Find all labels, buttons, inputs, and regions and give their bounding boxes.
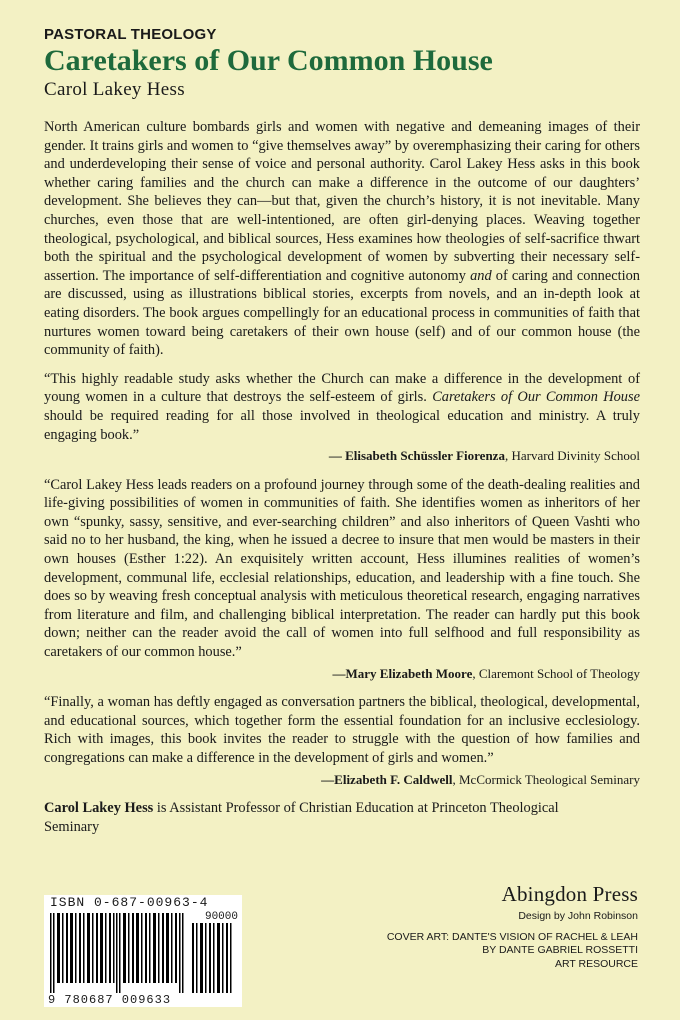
cover-credits [387, 910, 638, 971]
author-name: Carol Lakey Hess [44, 79, 185, 100]
ean-number: 9 780687 009633 [48, 993, 172, 1007]
isbn-label: ISBN 0-687-00963-4 [50, 895, 209, 910]
book-description: North American culture bombards girls and women with negative and demeaning images of their gender. It trains girls and women to “give themselves away” by overemphasizing their caring for others and underdeveloping their sense of voice and personal authority. Carol Lakey Hess asks in this book whether caring families and the church can make a difference in the outcome of our daughters’ development. She believes they can—but that, given the church’s history, it is not inevitable. Many churches, even those that are well-intentioned, are often girl-denying places. Weaving together theological, psychological, and biblical sources, Hess examines how theologies of self-sacrifice thwart both the spiritual and the psychological development of women by subverting their necessary self-assertion. The importance of self-differentiation and cognitive autonomy and of caring and connection are discussed, using as illustrations biblical stories, excerpts from novels, and an in-depth look at eating disorders. The book argues compellingly for an educational process in communities of faith that nurtures women toward being caretakers of their own house (self) and of our common house (the community of faith). [44, 119, 640, 359]
endorsement-attribution: —Elizabeth F. Caldwell, McCormick Theological Seminary [321, 771, 640, 787]
isbn-barcode [44, 895, 242, 1007]
author-bio: Carol Lakey Hess is Assistant Professor of Christian Education at Princeton Theological Seminary [44, 800, 559, 835]
cover-art-credit: ART RESOURCE [554, 957, 638, 970]
publisher-name: Abingdon Press [501, 882, 638, 906]
endorsement-quote: “Finally, a woman has deftly engaged as conversation partners the biblical, theological, developmental, and educational sources, which together form the essential foundation for an inclusive ecclesiology. Rich with images, this book invites the reader to struggle with the question of how families and congregations can make a difference in the development of girls and women.” —Elizabeth F. Caldwell, McCormick Theological Seminary [44, 693, 640, 789]
endorsement-quote: “This highly readable study asks whether the Church can make a difference in the development of young women in a culture that destroys the self-esteem of girls. Caretakers of Our Common House should be required reading for all those involved in theological education and ministry. A truly engaging book.” — Elisabeth Schüssler Fiorenza, Harvard Divinity School [44, 370, 640, 466]
cover-art-credit: COVER ART: DANTE'S VISION OF RACHEL & LEAH [386, 930, 638, 943]
cover-art-credit: BY DANTE GABRIEL ROSSETTI [482, 944, 638, 956]
endorsement-quote: “Carol Lakey Hess leads readers on a profound journey through some of the death-dealing realities and life-giving possibilities of women in communities of faith. She identifies women as inheritors of her own “spunky, sassy, sensitive, and ever-searching children” and also inheritors of Queen Vashti who said no to her husband, the king, when he issued a decree to insure that men would be masters in their own houses (Esther 1:22). An exquisitely written account, Hess illumines realities of women’s development, communal life, ecclesial relationships, education, and leadership with a fine touch. She does so by weaving fresh conceptual analysis with meticulous theoretical research, engaging narratives from literature and film, and challenging biblical interpretation. The reader can hardly put this book down; neither can the reader avoid the call of women into full selfhood and full responsibility as caretakers of our common house.” —Mary Elizabeth Moore, Claremont School of Theology [44, 476, 640, 684]
book-title: Caretakers of Our Common House [44, 44, 493, 77]
design-credit: Design by John Robinson [518, 910, 638, 922]
category-label: PASTORAL THEOLOGY [44, 26, 217, 43]
endorsement-attribution: — Elisabeth Schüssler Fiorenza, Harvard Divinity School [328, 448, 640, 464]
price-addon: 90000 [204, 911, 238, 923]
back-cover [44, 26, 640, 836]
endorsement-attribution: —Mary Elizabeth Moore, Claremont School of Theology [332, 665, 640, 681]
barcode-bars [48, 913, 238, 993]
